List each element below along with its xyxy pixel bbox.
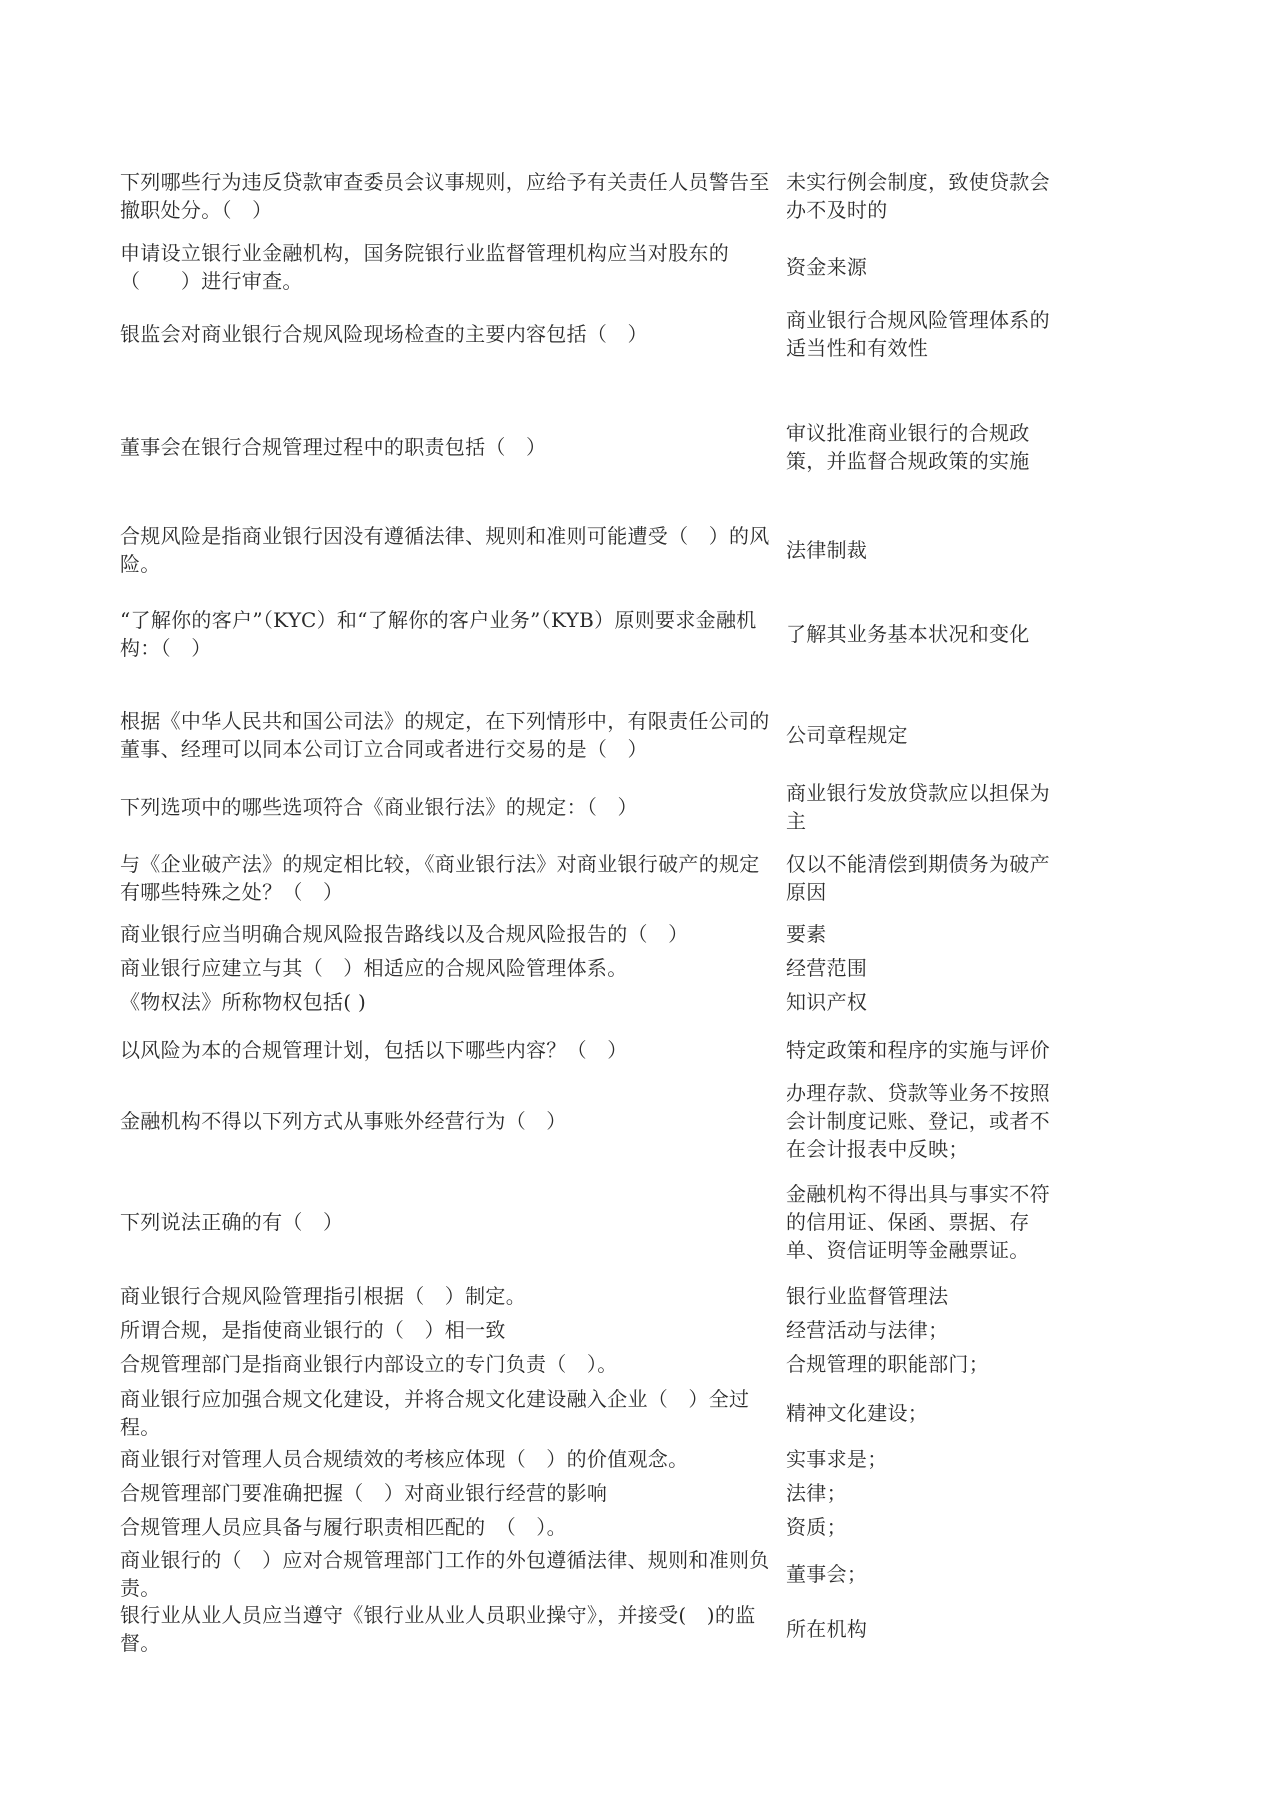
qa-row bbox=[120, 521, 1080, 579]
answer-text: 金融机构不得出具与事实不符的信用证、保函、票据、存单、资信证明等金融票证。 bbox=[786, 1182, 1050, 1262]
qa-row bbox=[120, 1280, 1080, 1312]
question-text: 商业银行应建立与其（ ）相适应的合规风险管理体系。 bbox=[120, 956, 628, 980]
qa-row bbox=[120, 1443, 1080, 1475]
qa-row bbox=[120, 1348, 1080, 1380]
question-text: 下列说法正确的有（ ） bbox=[120, 1210, 344, 1234]
qa-row bbox=[120, 986, 1080, 1018]
qa-row bbox=[120, 1477, 1080, 1509]
question-text: 商业银行对管理人员合规绩效的考核应体现（ ）的价值观念。 bbox=[120, 1447, 689, 1471]
question-text: 商业银行应当明确合规风险报告路线以及合规风险报告的（ ） bbox=[120, 922, 689, 946]
qa-row bbox=[120, 1165, 1080, 1279]
question-text: 银行业从业人员应当遵守《银行业从业人员职业操守》，并接受( )的监督。 bbox=[120, 1603, 756, 1655]
answer-text: 特定政策和程序的实施与评价 bbox=[786, 1038, 1050, 1062]
question-text: 商业银行的（ ）应对合规管理部门工作的外包遵循法律、规则和准则负责。 bbox=[120, 1548, 770, 1600]
answer-text: 资质； bbox=[786, 1515, 847, 1539]
answer-text: 商业银行合规风险管理体系的适当性和有效性 bbox=[786, 308, 1050, 360]
answer-text: 商业银行发放贷款应以担保为主 bbox=[786, 781, 1050, 833]
question-text: 金融机构不得以下列方式从事账外经营行为（ ） bbox=[120, 1109, 567, 1133]
question-text: 申请设立银行业金融机构，国务院银行业监督管理机构应当对股东的（ ）进行审查。 bbox=[120, 241, 729, 293]
qa-row bbox=[120, 1384, 1080, 1442]
answer-text: 经营范围 bbox=[786, 956, 868, 980]
qa-row bbox=[120, 1600, 1080, 1658]
qa-row bbox=[120, 1314, 1080, 1346]
question-text: 下列选项中的哪些选项符合《商业银行法》的规定：（ ） bbox=[120, 795, 638, 819]
answer-text: 实事求是； bbox=[786, 1447, 888, 1471]
qa-row bbox=[120, 849, 1080, 907]
qa-row bbox=[120, 605, 1080, 663]
answer-text: 未实行例会制度，致使贷款会办不及时的 bbox=[786, 170, 1050, 222]
answer-text: 公司章程规定 bbox=[786, 723, 908, 747]
answer-text: 仅以不能清偿到期债务为破产原因 bbox=[786, 852, 1050, 904]
answer-text: 银行业监督管理法 bbox=[786, 1284, 949, 1308]
qa-row bbox=[120, 778, 1080, 836]
question-text: 合规管理部门是指商业银行内部设立的专门负责（ ）。 bbox=[120, 1352, 618, 1376]
answer-text: 合规管理的职能部门； bbox=[786, 1352, 989, 1376]
question-text: 《物权法》所称物权包括( ) bbox=[120, 990, 367, 1014]
answer-text: 了解其业务基本状况和变化 bbox=[786, 622, 1030, 646]
question-text: 合规管理部门要准确把握（ ）对商业银行经营的影响 bbox=[120, 1481, 608, 1505]
question-text: 银监会对商业银行合规风险现场检查的主要内容包括（ ） bbox=[120, 322, 648, 346]
question-text: 商业银行合规风险管理指引根据（ ）制定。 bbox=[120, 1284, 526, 1308]
answer-text: 精神文化建设； bbox=[786, 1401, 929, 1425]
answer-text: 资金来源 bbox=[786, 255, 868, 279]
qa-row bbox=[120, 1511, 1080, 1543]
qa-row bbox=[120, 167, 1080, 225]
question-text: “了解你的客户”（KYC）和“了解你的客户业务”（KYB）原则要求金融机构：（ ） bbox=[120, 608, 757, 660]
qa-row bbox=[120, 238, 1080, 296]
answer-text: 办理存款、贷款等业务不按照会计制度记账、登记，或者不在会计报表中反映； bbox=[786, 1081, 1050, 1161]
qa-row bbox=[120, 305, 1080, 363]
qa-row bbox=[120, 418, 1080, 476]
question-text: 根据《中华人民共和国公司法》的规定，在下列情形中，有限责任公司的董事、经理可以同本公司订立合同或者进行交易的是（ ） bbox=[120, 709, 770, 761]
answer-text: 审议批准商业银行的合规政策，并监督合规政策的实施 bbox=[786, 421, 1030, 473]
answer-text: 所在机构 bbox=[786, 1617, 868, 1641]
question-text: 董事会在银行合规管理过程中的职责包括（ ） bbox=[120, 435, 547, 459]
question-text: 合规风险是指商业银行因没有遵循法律、规则和准则可能遭受（ ）的风险。 bbox=[120, 524, 770, 576]
answer-text: 法律； bbox=[786, 1481, 847, 1505]
qa-row bbox=[120, 918, 1080, 950]
answer-text: 法律制裁 bbox=[786, 538, 868, 562]
qa-row bbox=[120, 952, 1080, 984]
answer-text: 知识产权 bbox=[786, 990, 868, 1014]
question-text: 所谓合规，是指使商业银行的（ ）相一致 bbox=[120, 1318, 506, 1342]
answer-text: 董事会； bbox=[786, 1562, 868, 1586]
question-text: 商业银行应加强合规文化建设，并将合规文化建设融入企业（ ）全过程。 bbox=[120, 1387, 750, 1439]
answer-text: 要素 bbox=[786, 922, 827, 946]
question-text: 合规管理人员应具备与履行职责相匹配的 （ ）。 bbox=[120, 1515, 567, 1539]
question-text: 下列哪些行为违反贷款审查委员会议事规则，应给予有关责任人员警告至撤职处分。（ ） bbox=[120, 170, 770, 222]
qa-row bbox=[120, 1021, 1080, 1079]
qa-row bbox=[120, 692, 1080, 778]
question-text: 以风险为本的合规管理计划，包括以下哪些内容？（ ） bbox=[120, 1038, 628, 1062]
question-text: 与《企业破产法》的规定相比较，《商业银行法》对商业银行破产的规定有哪些特殊之处？（ ） bbox=[120, 852, 760, 904]
qa-row bbox=[120, 1545, 1080, 1603]
answer-text: 经营活动与法律； bbox=[786, 1318, 949, 1342]
qa-row bbox=[120, 1078, 1080, 1164]
